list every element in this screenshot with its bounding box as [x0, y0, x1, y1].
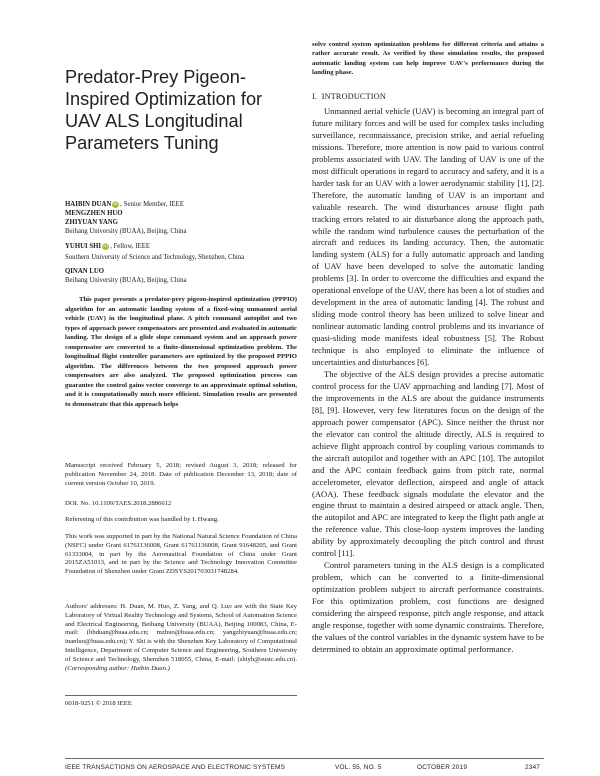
- addresses-text: Authors' addresses: H. Duan, M. Huo, Z. Yang, and Q. Luo are with the State Key Laboratory of Virtual Reality Technology and Systems, School of Automation Science and Electrical Engineering, Beihang University (BUAA), Beijing 100083, China, E-mail: (hbduan@buaa.edu.cn; mzhuo@buaa.edu.cn; yangzhiyuan@buaa.edu.cn; inanluo@buaa.edu.cn); Y. Shi is with the Shenzhen Key Laboratory of Computational Intelligence, Department of Computer Science and Engineering, Southern University of Science and Technology, Shenzhen 518055, China, E-mail: (shiyh@sustc.edu.cn).: [65, 603, 297, 663]
- paragraph: The objective of the ALS design provides a precise automatic control process for the UAV approaching and landing [7]. Most of the improvements in the ALS are about the guidance instruments [8], [9]. However, very few literatures focus on the design of the approach power compensator (APC). Since neither the thrust nor the elevator can control the altitude directly, ALS is required to achieve flight approach control by coupling various commands to the aircraft autopilot and together with an APC [10]. The autopilot and the APC contain feedback gains from pitch rate, normal accelerometer, elevator deflection, airspeed and angle of attack (AOA). These feedback signals modulate the elevator and the engine thrust to maintain a desired airspeed or attack angle. Then, the autopilot and APC are integrated to keep the flight path angle at the reference value. This close-loop system improves the landing ability by approximately decoupling the pitch control and thrust control [11].: [312, 368, 544, 559]
- paragraph: Unmanned aerial vehicle (UAV) is becoming an integral part of future military forces and will be used for complex tasks including surveillance, reconnaissance, precision strike, and aerial refueling missions. Therefore, more attention is now paid to various control problems associated with UAV. The landing of UAV is one of the most difficult operations in regard to accuracy and safety, and it is a harder task for an UAV with a lower aerodynamic stability [1], [2]. Therefore, the automatic landing of UAV is an important and valuable research. The wind disturbances arouse flight path tracking errors related to air disturbance along the approach path, while the random wind turbulence causes the perturbation of the aircraft and reduces its landing accuracy. Then, the automatic landing system (ALS) for a fully automatic approach and landing of UAV have been developed to solve the automatic landing problems [3]. In order to overcome the difficulties and expand the operational envelope of the UAV, there has been a lot of studies and development in the area of automatic landing [4]. The robust and sliding mode control theory has been utilized to solve linear and nonlinear automatic landing control problems and its invariance of quasi-sliding mode manifests ideal robustness [5]. The Robust technique is also employed to eliminate the influence of uncertainties and disturbances [6].: [312, 106, 544, 368]
- abstract: [65, 295, 297, 409]
- doi-note: DOI. No. 10.1109/TAES.2018.2886612: [65, 500, 172, 507]
- author-duan: [65, 201, 297, 210]
- author-name: QINAN LUO: [65, 268, 105, 275]
- paragraph: Control parameters tuning in the ALS design is a complicated problem, which can be converted to a finite-dimensional optimization problem subject to aircraft performance constraints. For this optimization problem, cost functions are designed considering the airspeed response, pitch angle response, and attack angle response, together with some dynamic constraints. Therefore, the values of the control variables in the dynamic system have to be determined to obtain an approximate optimal performance.: [312, 560, 544, 654]
- referee-note: Refereeing of this contribution was handled by I. Hwang.: [65, 516, 219, 523]
- author-name: HAIBIN DUAN: [65, 201, 112, 209]
- abstract-text: This paper presents a predator-prey pigeon-inspired optimization (PPPIO) algorithm for an automatic landing system of a fixed-wing unmanned aerial vehicle (UAV) in the longitudinal plane. A pitch command autopilot and two types of approach power compensators are presented and evaluated in automatic landing. The design of a glide slope command system and an approach power compensator are converted to a finite-dimensional optimization problem. The longitudinal flight controller parameters are optimized by the proposed PPPIO algorithm. The differences between the two proposed approach power compensators are also analyzed. The proposed optimization process can guarantee the control gains vector converge to an approximate optimal solution, and it is computationally much more efficient. Simulation results are presented to demonstrate that this approach helps: [65, 296, 297, 408]
- funding-note: This work was supported in part by the National Natural Science Foundation of China (NSFC) under Grant 61761136008, Grant 61761136008, Grant 91648205, and Grant 61333004, in part by the Aeronautical Foundation of China under Grant 2015ZA51013, and in part by the Science and Technology Innovation Committee Foundation of Shenzhen under Grant ZDSYS201703031748284.: [65, 533, 297, 576]
- author-suffix: , Senior Member, IEEE: [120, 201, 184, 209]
- author-luo: [65, 268, 297, 277]
- author-suffix: , Fellow, IEEE: [110, 243, 151, 251]
- author-huo: [65, 210, 297, 219]
- author-name: ZHIYUAN YANG: [65, 219, 118, 226]
- author-yang: [65, 219, 297, 228]
- journal-date: OCTOBER 2019: [417, 764, 468, 771]
- orcid-icon[interactable]: iD: [113, 201, 119, 207]
- affiliation: Beihang University (BUAA), Beijing, China: [65, 277, 187, 284]
- author-shi: [65, 243, 297, 252]
- introduction-body: [312, 106, 544, 656]
- abstract-continued: solve control system optimization problems for different criteria and attains a rather accurate result. As verified by these simulation results, the proposed automatic landing system can help improve UAV's performance during the landing phase.: [312, 41, 544, 77]
- affiliation: Beihang University (BUAA), Beijing, China: [65, 228, 187, 235]
- page-number: 2347: [525, 764, 541, 771]
- journal-volume: VOL. 55, NO. 5: [335, 764, 382, 771]
- orcid-icon[interactable]: iD: [103, 243, 108, 249]
- addresses-note: [65, 603, 297, 673]
- author-name: MENGZHEN HUO: [65, 210, 123, 217]
- author-name: YUHUI SHI: [65, 243, 102, 251]
- footer-rule: [65, 758, 544, 759]
- corresponding-author: (Corresponding author: Haibin Duan.): [65, 664, 170, 672]
- section-heading: [312, 92, 544, 101]
- journal-name: IEEE TRANSACTIONS ON AEROSPACE AND ELECTRONIC SYSTEMS: [65, 764, 286, 771]
- section-title: INTRODUCTION: [321, 92, 386, 101]
- manuscript-note: Manuscript received February 5, 2018; revised August 3, 2018; released for publication November 24, 2018. Date of publication December 13, 2018; date of current version October 10, 2019.: [65, 462, 297, 487]
- copyright: 0018-9251 © 2018 IEEE: [65, 700, 132, 707]
- copyright-rule: [65, 695, 297, 696]
- paper-title: Predator-Prey Pigeon-Inspired Optimization for UAV ALS Longitudinal Parameters Tuning: [65, 67, 263, 153]
- section-number: I.: [312, 92, 318, 101]
- affiliation: Southern University of Science and Technology, Shenzhen, China: [65, 254, 245, 261]
